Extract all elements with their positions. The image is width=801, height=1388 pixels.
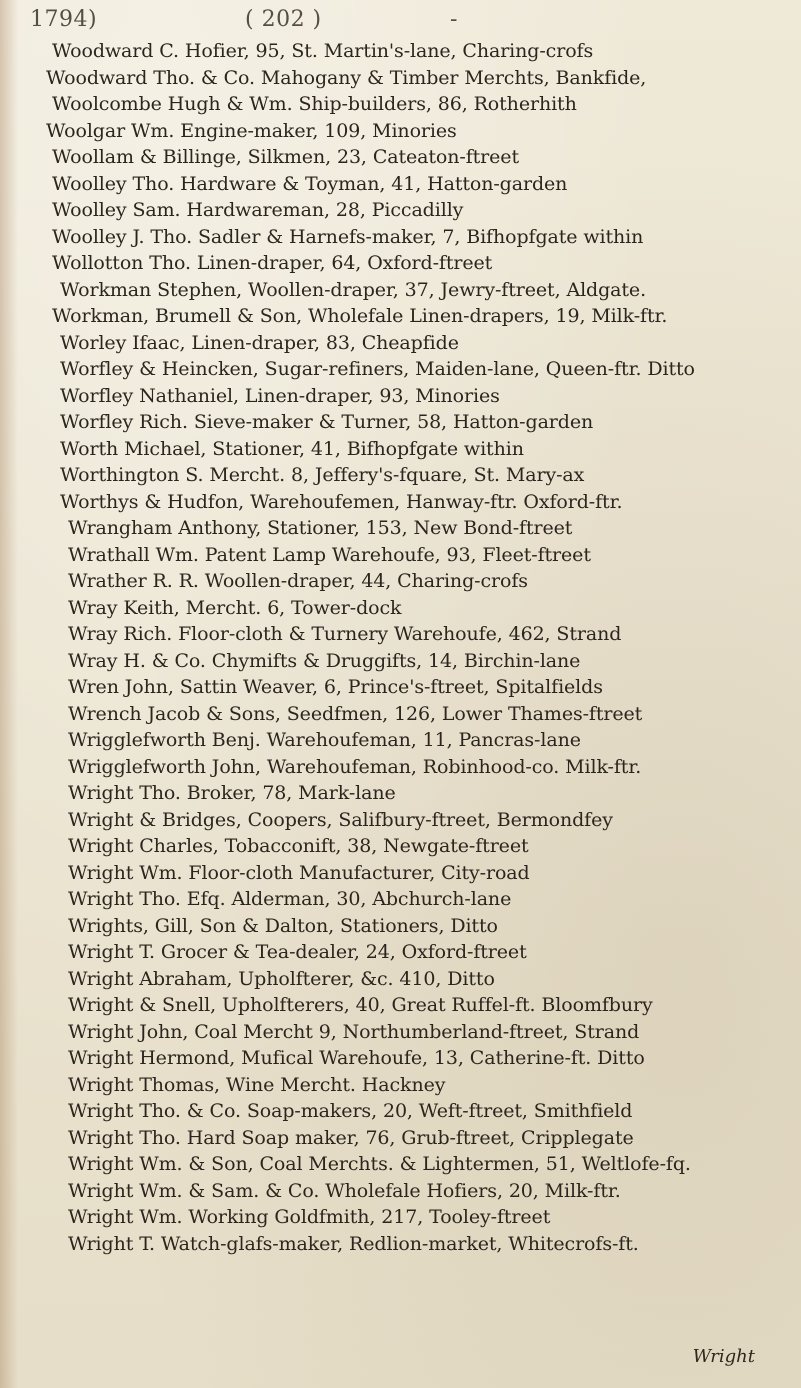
directory-entry: Wrather R. R. Woollen-draper, 44, Charing-crofs (68, 570, 528, 592)
directory-entry: Wright Wm. & Sam. & Co. Wholefale Hofiers, 20, Milk-ftr. (68, 1179, 621, 1202)
directory-entry: Wright Tho. Broker, 78, Mark-lane (68, 782, 396, 804)
directory-entry: Wright & Snell, Upholfterers, 40, Great Ruffel-ft. Bloomfbury (68, 994, 653, 1016)
directory-entry: Worth Michael, Stationer, 41, Bifhopfgate within (60, 437, 524, 460)
directory-entry: Woolcombe Hugh & Wm. Ship-builders, 86, Rotherhith (52, 93, 577, 115)
directory-entry: Wrangham Anthony, Stationer, 153, New Bond-ftreet (68, 517, 573, 539)
directory-entry: Wright Wm. & Son, Coal Merchts. & Lightermen, 51, Weltlofe-fq. (68, 1153, 691, 1175)
directory-entry: Worthys & Hudfon, Warehoufemen, Hanway-ftr. Oxford-ftr. (60, 490, 623, 513)
directory-entry: Worthington S. Mercht. 8, Jeffery's-fquare, St. Mary-ax (60, 464, 585, 486)
directory-entry: Woolley Tho. Hardware & Toyman, 41, Hatton-garden (52, 172, 568, 195)
directory-entry: Wren John, Sattin Weaver, 6, Prince's-ftreet, Spitalfields (68, 676, 603, 698)
directory-entry: Wray Rich. Floor-cloth & Turnery Warehoufe, 462, Strand (68, 623, 622, 645)
directory-entry: Worfley Nathaniel, Linen-draper, 93, Minories (60, 384, 500, 407)
directory-entry: Wright Tho. Efq. Alderman, 30, Abchurch-lane (68, 888, 512, 910)
header-year: 1794) (30, 7, 98, 32)
directory-entry: Wright John, Coal Mercht 9, Northumberland-ftreet, Strand (68, 1020, 640, 1043)
directory-entry: Wright Wm. Working Goldfmith, 217, Tooley-ftreet (68, 1206, 551, 1228)
directory-entry: Woodward Tho. & Co. Mahogany & Timber Merchts, Bankfide, (46, 66, 647, 89)
directory-entry: Wright Abraham, Upholfterer, &c. 410, Ditto (68, 967, 495, 990)
directory-entry: Wrigglefworth John, Warehoufeman, Robinhood-co. Milk-ftr. (68, 755, 642, 778)
directory-entry: Wright Wm. Floor-cloth Manufacturer, City-road (68, 861, 530, 884)
header-mark: - (450, 7, 458, 32)
directory-entry: Wrights, Gill, Son & Dalton, Stationers, Ditto (68, 914, 498, 937)
directory-entry: Wright Hermond, Mufical Warehoufe, 13, Catherine-ft. Ditto (68, 1047, 645, 1069)
directory-entry: Workman, Brumell & Son, Wholefale Linen-drapers, 19, Milk-ftr. (52, 305, 668, 327)
directory-entry: Wollotton Tho. Linen-draper, 64, Oxford-ftreet (52, 252, 493, 274)
directory-entry: Wrigglefworth Benj. Warehoufeman, 11, Pancras-lane (68, 729, 581, 751)
directory-entry: Wray H. & Co. Chymifts & Druggifts, 14, Birchin-lane (68, 649, 581, 672)
directory-entry: Worfley Rich. Sieve-maker & Turner, 58, Hatton-garden (60, 411, 594, 433)
directory-entry: Worfley & Heincken, Sugar-refiners, Maiden-lane, Queen-ftr. Ditto (60, 358, 695, 380)
directory-entry: Woolley Sam. Hardwareman, 28, Piccadilly (52, 199, 464, 221)
directory-entry: Wrathall Wm. Patent Lamp Warehoufe, 93, Fleet-ftreet (68, 543, 591, 566)
page-header (30, 2, 770, 38)
directory-entry: Wray Keith, Mercht. 6, Tower-dock (68, 596, 402, 619)
directory-entry: Wright Tho. Hard Soap maker, 76, Grub-ftreet, Cripplegate (68, 1126, 634, 1149)
directory-entry: Woolley J. Tho. Sadler & Harnefs-maker, 7, Bifhopfgate within (52, 225, 644, 248)
directory-entry: Wright Tho. & Co. Soap-makers, 20, Weft-ftreet, Smithfield (68, 1100, 633, 1122)
directory-entry: Wright T. Grocer & Tea-dealer, 24, Oxford-ftreet (68, 941, 527, 963)
directory-entry: Wright & Bridges, Coopers, Salifbury-ftreet, Bermondfey (68, 808, 613, 831)
directory-entry: Woollam & Billinge, Silkmen, 23, Cateaton-ftreet (52, 146, 519, 168)
directory-entry: Wrench Jacob & Sons, Seedfmen, 126, Lower Thames-ftreet (68, 702, 643, 725)
directory-entry: Woodward C. Hofier, 95, St. Martin's-lane, Charing-crofs (52, 40, 594, 62)
directory-entry: Wright T. Watch-glafs-maker, Redlion-market, Whitecrofs-ft. (68, 1232, 639, 1255)
catchword: Wright (692, 1346, 755, 1367)
header-page-number: ( 202 ) (245, 7, 322, 32)
directory-entry: Wright Thomas, Wine Mercht. Hackney (68, 1073, 446, 1096)
directory-entry: Workman Stephen, Woollen-draper, 37, Jewry-ftreet, Aldgate. (60, 278, 647, 301)
directory-entry: Worley Ifaac, Linen-draper, 83, Cheapfide (60, 331, 459, 354)
directory-entry: Wright Charles, Tobacconift, 38, Newgate-ftreet (68, 835, 529, 857)
directory-entries (0, 38, 801, 1257)
directory-entry: Woolgar Wm. Engine-maker, 109, Minories (46, 119, 457, 142)
